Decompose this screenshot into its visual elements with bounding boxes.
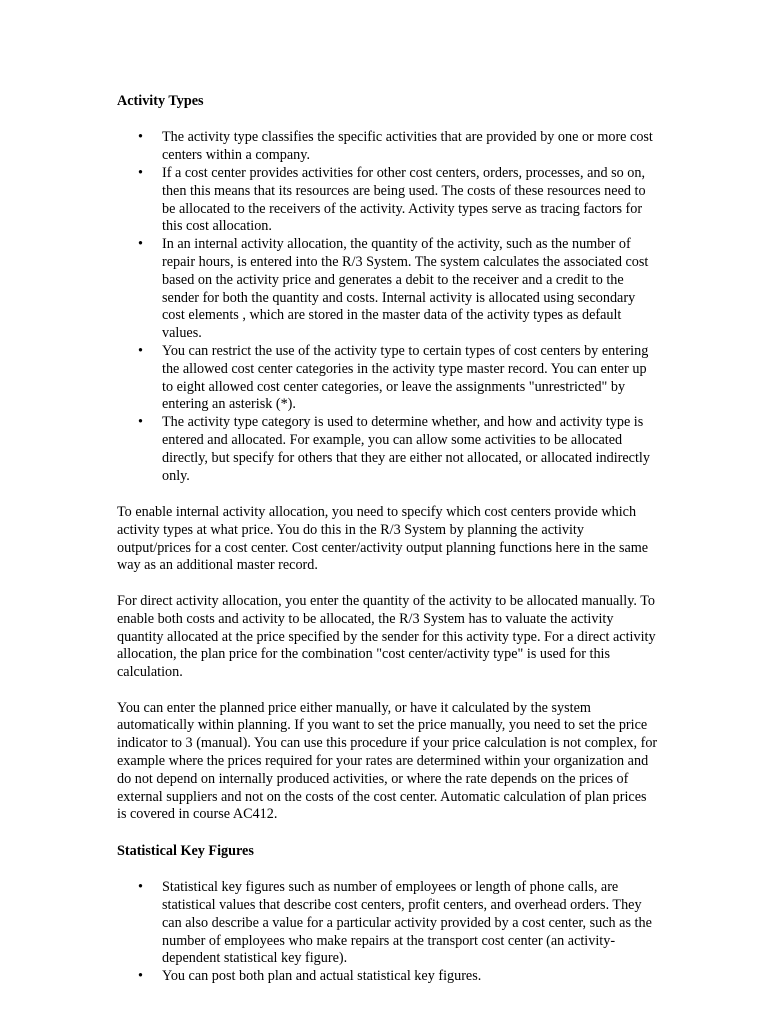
- bullet-item: • In an internal activity allocation, the quantity of the activity, such as the number of repair hours, is entered into the R/3 System. The system calculates the associated cost based on the activity price and generates a debit to the receiver and a credit to the sender for both the quantity and costs. Internal activity is allocated using secondary cost elements , which are stored in the master data of the activity types as default values.: [162, 236, 658, 343]
- bullet-item: • The activity type classifies the specific activities that are provided by one or more cost centers within a company.: [162, 129, 658, 165]
- activity-types-bullet-list: [117, 129, 658, 485]
- statistical-key-figures-bullet-list: [117, 879, 658, 986]
- bullet-item: • The activity type category is used to determine whether, and how and activity type is entered and allocated. For example, you can allow some activities to be allocated directly, but specify for others that they are either not allocated, or allocated indirectly only.: [162, 414, 658, 485]
- bullet-item: • You can post both plan and actual statistical key figures.: [162, 968, 658, 986]
- paragraph-direct-allocation: For direct activity allocation, you enter the quantity of the activity to be allocated manually. To enable both costs and activity to be allocated, the R/3 System has to valuate the activity quantity allocated at the price specified by the sender for this activity type. For a direct activity allocation, the plan price for the combination "cost center/activity type" is used for this calculation.: [117, 592, 656, 681]
- bullet-item: • You can restrict the use of the activity type to certain types of cost centers by entering the allowed cost center categories in the activity type master record. You can enter up to eight allowed cost center categories, or leave the assignments "unrestricted" by entering an asterisk (*).: [162, 343, 658, 414]
- section-heading-statistical-key-figures: Statistical Key Figures: [117, 842, 254, 859]
- bullet-item: • If a cost center provides activities for other cost centers, orders, processes, and so on, then this means that its resources are being used. The costs of these resources need to be allocated to the receivers of the activity. Activity types serve as tracing factors for this cost allocation.: [162, 165, 658, 236]
- paragraph-internal-allocation: To enable internal activity allocation, you need to specify which cost centers provide which activity types at what price. You do this in the R/3 System by planning the activity output/prices for a cost center. Cost center/activity output planning functions here in the same way as an additional master record.: [117, 503, 649, 574]
- section-heading-activity-types: Activity Types: [117, 93, 204, 109]
- bullet-item: • Statistical key figures such as number of employees or length of phone calls, are statistical values that describe cost centers, profit centers, and overhead orders. They can also describe a value for a particular activity provided by a cost center, such as the number of employees who make repairs at the transport cost center (an activity-dependent statistical key figure).: [162, 879, 658, 968]
- paragraph-planned-price: You can enter the planned price either manually, or have it calculated by the system automatically within planning. If you want to set the price manually, you need to set the price indicator to 3 (manual). You can use this procedure if your price calculation is not complex, for example where the prices required for your rates are determined within your organization and do not depend on internally produced activities, or where the rate depends on the prices of external suppliers and not on the costs of the cost center. Automatic calculation of plan prices is covered in course AC412.: [117, 699, 658, 823]
